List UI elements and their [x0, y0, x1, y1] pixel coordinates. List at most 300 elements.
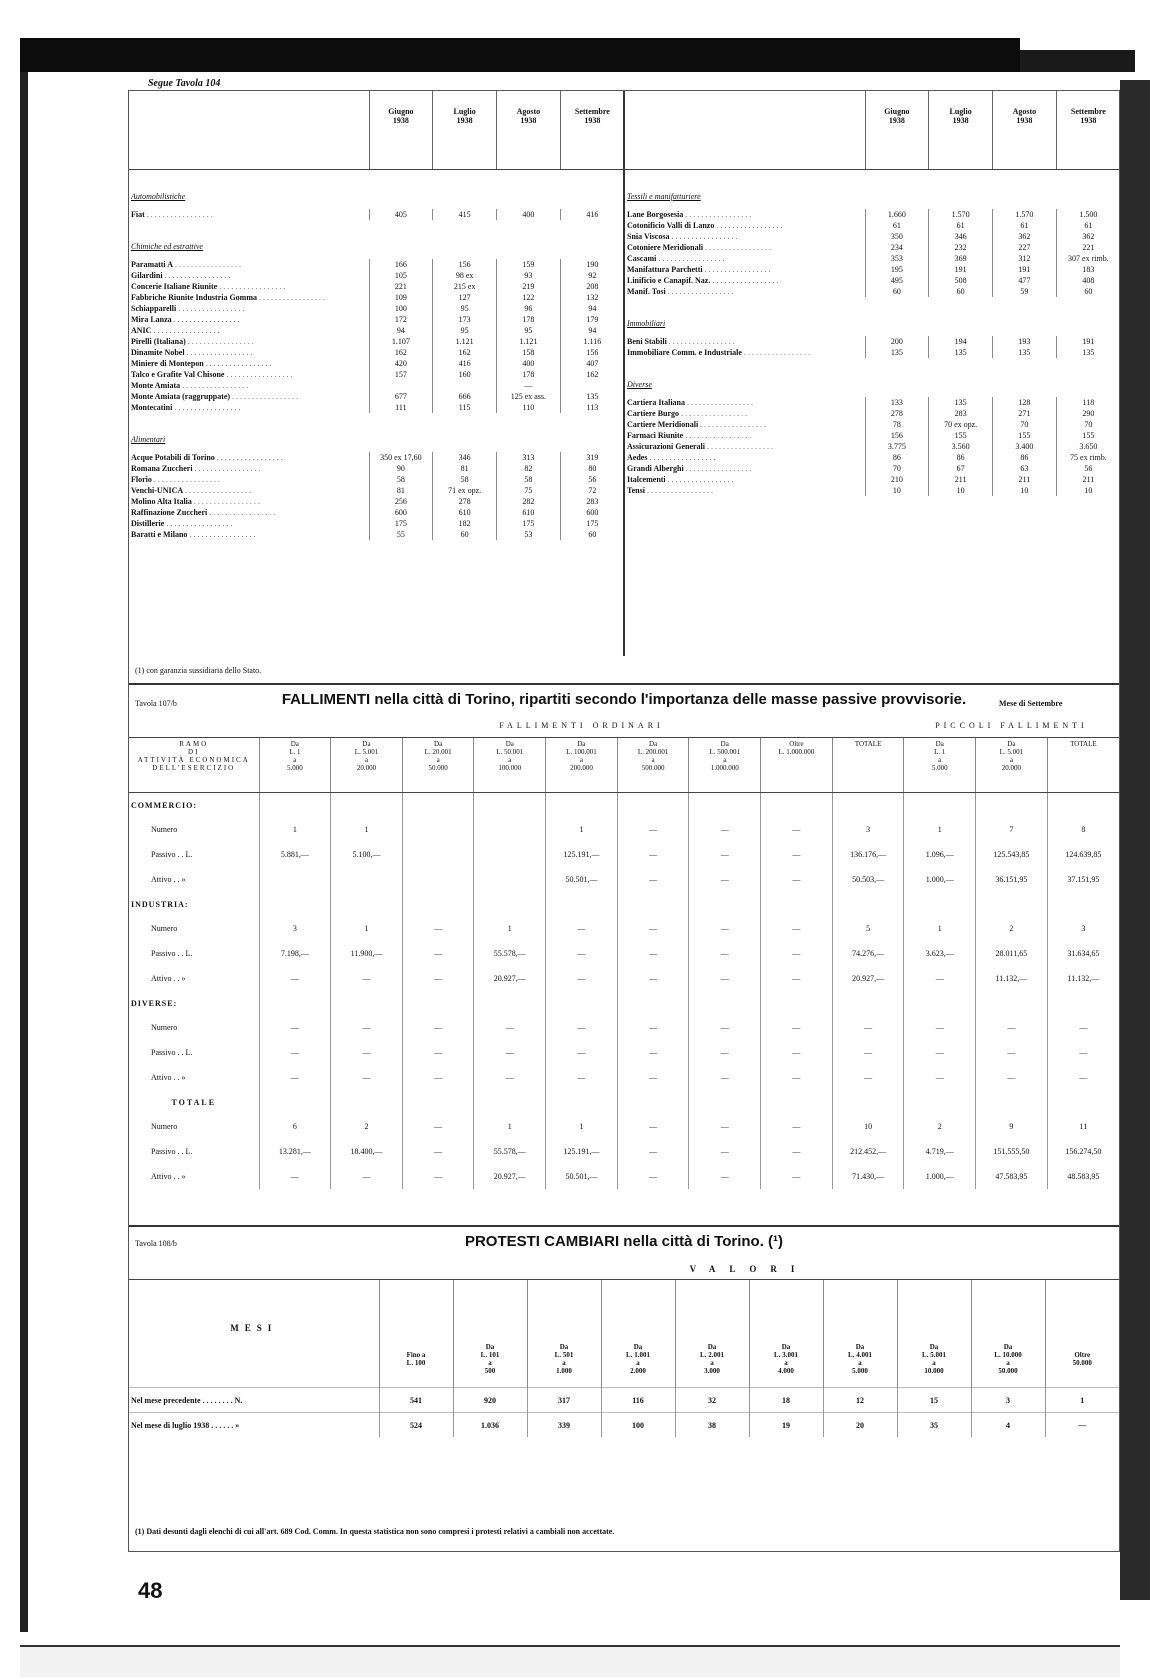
empty-cell [976, 793, 1048, 818]
value-cell: — [546, 941, 618, 966]
price-value: 221 [369, 281, 433, 292]
price-value: 408 [1056, 275, 1120, 286]
price-value: 133 [865, 397, 929, 408]
range-header [259, 738, 331, 793]
header-line: Fino a [406, 1351, 426, 1359]
price-value: 211 [1056, 474, 1120, 485]
header-line: 3.000 [704, 1367, 720, 1375]
value-cell: 3 [1047, 916, 1119, 941]
price-value: 86 [865, 452, 929, 463]
company-name: Fiat . . . [129, 209, 369, 220]
value-cell: — [689, 1139, 761, 1164]
value-cell: 2 [976, 916, 1048, 941]
price-value: — [497, 380, 561, 391]
empty-cell [259, 892, 331, 916]
row-label: Passivo . . L. [151, 1147, 193, 1156]
row-label: Numero [151, 1023, 178, 1032]
value-cell: — [617, 941, 689, 966]
stock-table-right-grid [625, 91, 1120, 496]
header-line: L. 1 [934, 748, 946, 756]
value-cell: 20.927,— [832, 966, 904, 991]
price-value: 221 [1056, 242, 1120, 253]
price-value: 508 [929, 275, 993, 286]
header-line: L. 1 [289, 748, 301, 756]
empty-cell [1047, 991, 1119, 1015]
header-line: L. 10.000 [994, 1351, 1022, 1359]
value-cell: — [402, 1164, 474, 1189]
value-cell: — [1047, 1015, 1119, 1040]
row-label: Passivo . . L. [151, 850, 193, 859]
value-cell: — [402, 1114, 474, 1139]
header-line: a [293, 756, 297, 764]
company-row [129, 259, 624, 270]
fallimenti-tavola: Tavola 107/b [135, 699, 177, 708]
header-line: 50.000 [428, 764, 448, 772]
empty-cell [617, 892, 689, 916]
value-cell: 1 [259, 817, 331, 842]
header-line: a [562, 1359, 566, 1367]
header-line: 5.000 [852, 1367, 868, 1375]
company-row [625, 419, 1120, 430]
data-row [129, 916, 1119, 941]
header-line: L. 100 [406, 1359, 426, 1367]
ramo-header [129, 738, 259, 793]
header-line: Da [1003, 1343, 1013, 1351]
empty-cell [689, 1090, 761, 1114]
group-title: Diverse [627, 380, 652, 389]
empty-cell [546, 1090, 618, 1114]
empty-cell [402, 793, 474, 818]
group-title: Automobilistiche [131, 192, 186, 201]
value-cell: 36.151,95 [976, 867, 1048, 892]
value-cell: 1 [474, 916, 546, 941]
price-value: 178 [497, 369, 561, 380]
header-line: Da [577, 740, 586, 748]
value-cell: 4 [971, 1413, 1045, 1438]
empty-cell [904, 991, 976, 1015]
range-header [546, 738, 618, 793]
price-value: 178 [497, 314, 561, 325]
header-line: Da [505, 740, 514, 748]
value-cell: — [761, 966, 833, 991]
price-value: 58 [433, 474, 497, 485]
data-row [129, 1065, 1119, 1090]
value-cell: 37.151,95 [1047, 867, 1119, 892]
data-row [129, 1388, 1119, 1413]
company-row [129, 270, 624, 281]
company-name: Gilardini . . . [129, 270, 369, 281]
price-value: 80 [560, 463, 624, 474]
empty-cell [474, 892, 546, 916]
section-row [129, 991, 1119, 1015]
header-line: 50.000 [998, 1367, 1018, 1375]
price-value: 677 [369, 391, 433, 402]
header-line: Da [855, 1343, 865, 1351]
price-value: 122 [497, 292, 561, 303]
empty-cell [832, 1090, 904, 1114]
company-name: Aedes . . . [625, 452, 865, 463]
header-line: TOTALE [1070, 740, 1097, 748]
header-line: a [1006, 1359, 1010, 1367]
range-header [749, 1280, 823, 1388]
company-name: Assicurazioni Generali . . . [625, 441, 865, 452]
price-value: 369 [929, 253, 993, 264]
price-value: 94 [369, 325, 433, 336]
header-line: Da [929, 1343, 939, 1351]
header-line: 1938 [456, 116, 473, 125]
header-line: Giugno [884, 107, 910, 116]
empty-cell [689, 991, 761, 1015]
row-label: Passivo . . L. [151, 1048, 193, 1057]
data-row [129, 1114, 1119, 1139]
empty-cell [331, 1090, 403, 1114]
price-value: 182 [433, 518, 497, 529]
price-value: 232 [929, 242, 993, 253]
price-value: 128 [993, 397, 1057, 408]
value-cell: — [402, 1040, 474, 1065]
price-value: 56 [1056, 463, 1120, 474]
value-cell: — [689, 966, 761, 991]
price-value: 183 [1056, 264, 1120, 275]
header-line: Da [434, 740, 443, 748]
header-line: L. 200.001 [637, 748, 669, 756]
range-header [689, 738, 761, 793]
scan-bottom-border [20, 1645, 1120, 1677]
price-value: 61 [929, 220, 993, 231]
company-name: Florio . . . [129, 474, 369, 485]
company-row [129, 369, 624, 380]
price-value: 90 [369, 463, 433, 474]
header-line: L. 2.001 [700, 1351, 724, 1359]
empty-cell [402, 991, 474, 1015]
empty-cell [546, 793, 618, 818]
stock-table-left-grid [129, 91, 624, 540]
value-cell: 125.191,— [546, 1139, 618, 1164]
price-value: 156 [560, 347, 624, 358]
company-row [129, 391, 624, 402]
price-value: 81 [433, 463, 497, 474]
price-value: 313 [497, 452, 561, 463]
column-header-row [625, 91, 1120, 170]
stock-table-right [625, 91, 1120, 661]
row-label: Numero [151, 924, 178, 933]
header-line: L. 501 [554, 1351, 574, 1359]
price-value: 60 [865, 286, 929, 297]
price-value: 346 [929, 231, 993, 242]
value-cell: 5.100,— [331, 842, 403, 867]
value-cell: — [617, 867, 689, 892]
range-header [474, 738, 546, 793]
header-line: Da [485, 1343, 495, 1351]
data-row [129, 1413, 1119, 1438]
header-line: Da [290, 740, 299, 748]
empty-cell [832, 793, 904, 818]
empty-cell [617, 1090, 689, 1114]
company-name: Snia Viscosa . . . [625, 231, 865, 242]
value-cell: 5.881,— [259, 842, 331, 867]
price-value: 179 [560, 314, 624, 325]
value-cell: — [402, 941, 474, 966]
data-row [129, 842, 1119, 867]
value-cell: 7.198,— [259, 941, 331, 966]
price-value: 1.570 [993, 209, 1057, 220]
price-value: 1.570 [929, 209, 993, 220]
group-ordinari: FALLIMENTI ORDINARI [259, 721, 904, 738]
header-line: 1938 [888, 116, 905, 125]
price-value: 600 [369, 507, 433, 518]
empty-cell [761, 793, 833, 818]
price-value: 135 [1056, 347, 1120, 358]
range-header [761, 738, 833, 793]
value-cell: — [546, 966, 618, 991]
empty-cell [402, 892, 474, 916]
value-cell: 55.578,— [474, 941, 546, 966]
value-cell: 124.639,85 [1047, 842, 1119, 867]
section-title: TOTALE [171, 1097, 217, 1107]
value-cell: 47.583,95 [976, 1164, 1048, 1189]
row-label: Nel mese di luglio 1938 . . . . . . » [129, 1413, 379, 1438]
price-value: 353 [865, 253, 929, 264]
company-name: Pirelli (Italiana) . . . [129, 336, 369, 347]
company-row [625, 242, 1120, 253]
price-value: 98 ex [433, 270, 497, 281]
company-row [625, 231, 1120, 242]
price-value: 60 [433, 529, 497, 540]
value-cell: 20.927,— [474, 966, 546, 991]
value-cell: — [761, 1015, 833, 1040]
header-line: L. 1.001 [626, 1351, 650, 1359]
range-header [1047, 738, 1119, 793]
value-cell: 100 [601, 1413, 675, 1438]
header-line: 5.000 [931, 764, 948, 772]
price-value: 666 [433, 391, 497, 402]
company-name: Paramatti A . . . [129, 259, 369, 270]
value-cell: — [617, 842, 689, 867]
price-value: 200 [865, 336, 929, 347]
price-value: 346 [433, 452, 497, 463]
price-value: 111 [369, 402, 433, 413]
empty-cell [474, 1090, 546, 1114]
header-line: Da [633, 1343, 643, 1351]
value-cell: — [761, 817, 833, 842]
header-line: Da [1007, 740, 1016, 748]
header-line: DELL'ESERCIZIO [152, 764, 236, 772]
value-cell: — [617, 1065, 689, 1090]
price-value: 10 [865, 485, 929, 496]
section-rule-1 [129, 683, 1119, 685]
group-title: Immobiliari [627, 319, 666, 328]
price-value: 610 [433, 507, 497, 518]
price-value: 3.400 [993, 441, 1057, 452]
value-cell: — [546, 1040, 618, 1065]
data-row [129, 1015, 1119, 1040]
value-cell: 116 [601, 1388, 675, 1413]
header-line: 2.000 [630, 1367, 646, 1375]
value-cell: — [546, 1015, 618, 1040]
spacer [129, 1259, 379, 1280]
price-value: 10 [1056, 485, 1120, 496]
month-header [433, 91, 497, 170]
range-header [331, 738, 403, 793]
range-header [675, 1280, 749, 1388]
price-value: 95 [497, 325, 561, 336]
company-name: Cotonificio Valli di Lanzo . . . [625, 220, 865, 231]
value-cell: — [976, 1065, 1048, 1090]
header-line: Oltre [1074, 1351, 1091, 1359]
section-title: INDUSTRIA: [131, 899, 189, 909]
price-value: 105 [369, 270, 433, 281]
value-cell: — [474, 1065, 546, 1090]
header-line: Settembre [574, 107, 610, 116]
company-name: Italcementi . . . [625, 474, 865, 485]
company-row [129, 325, 624, 336]
company-row [625, 209, 1120, 220]
value-cell [474, 867, 546, 892]
mesi-header: MESI [129, 1280, 379, 1388]
section-title: DIVERSE: [131, 998, 178, 1008]
value-cell: 136.176,— [832, 842, 904, 867]
price-value: 290 [1056, 408, 1120, 419]
row-label: Passivo . . L. [151, 949, 193, 958]
empty-cell [617, 991, 689, 1015]
month-header [369, 91, 433, 170]
price-value: 125 ex ass. [497, 391, 561, 402]
value-cell: 13.281,— [259, 1139, 331, 1164]
empty-cell [689, 892, 761, 916]
stock-prices-table [129, 91, 1119, 675]
price-value: 56 [560, 474, 624, 485]
price-value: 109 [369, 292, 433, 303]
value-cell: — [617, 1015, 689, 1040]
price-value: 86 [929, 452, 993, 463]
header-line: 1938 [1080, 116, 1097, 125]
header-line: a [364, 756, 369, 764]
value-cell [474, 842, 546, 867]
value-cell: — [331, 966, 403, 991]
company-name: Montecatini . . . [129, 402, 369, 413]
value-cell: — [474, 1015, 546, 1040]
column-header-row [129, 1280, 1119, 1388]
value-cell: 35 [897, 1413, 971, 1438]
section-row [129, 892, 1119, 916]
price-value: 219 [497, 281, 561, 292]
value-cell: 1 [546, 817, 618, 842]
month-header [865, 91, 929, 170]
price-value: 407 [560, 358, 624, 369]
price-value: 95 [433, 325, 497, 336]
value-cell: — [331, 1164, 403, 1189]
value-cell: — [689, 842, 761, 867]
value-cell: 1.000,— [904, 867, 976, 892]
value-cell: — [761, 1040, 833, 1065]
company-name: Cartiere Burgo . . . [625, 408, 865, 419]
value-cell: — [617, 817, 689, 842]
value-cell: 1.000,— [904, 1164, 976, 1189]
company-row [129, 314, 624, 325]
price-value: 135 [560, 391, 624, 402]
column-header-row [129, 91, 624, 170]
document-page [128, 90, 1120, 1552]
row-label: Attivo . . » [151, 1073, 186, 1082]
header-line: Luglio [453, 107, 476, 116]
value-cell: — [689, 1114, 761, 1139]
price-value: 3.650 [1056, 441, 1120, 452]
value-cell: — [689, 941, 761, 966]
stock-footnote: (1) con garanzia sussidiaria dello Stato. [135, 666, 262, 675]
value-cell: 31.634,65 [1047, 941, 1119, 966]
company-row [129, 496, 624, 507]
company-row [129, 518, 624, 529]
value-cell: — [259, 966, 331, 991]
value-cell: — [832, 1015, 904, 1040]
header-line: 50.000 [1072, 1359, 1092, 1367]
price-value: 61 [1056, 220, 1120, 231]
value-cell: — [331, 1015, 403, 1040]
price-value: 193 [993, 336, 1057, 347]
value-cell: — [546, 1065, 618, 1090]
empty-cell [1047, 892, 1119, 916]
fallimenti-table [129, 721, 1119, 1189]
price-value: 53 [497, 529, 561, 540]
empty-cell [474, 793, 546, 818]
value-cell: — [904, 1065, 976, 1090]
value-cell: — [617, 916, 689, 941]
header-line: RAMO [179, 740, 209, 748]
scan-top-border [20, 38, 1020, 72]
header-line: 1938 [952, 116, 969, 125]
value-cell: 28.011,65 [976, 941, 1048, 966]
price-value: 92 [560, 270, 624, 281]
header-line: 500.000 [641, 764, 665, 772]
company-row [129, 281, 624, 292]
price-value: 256 [369, 496, 433, 507]
price-value: 282 [497, 496, 561, 507]
company-row [129, 452, 624, 463]
price-value: 96 [497, 303, 561, 314]
company-row [625, 347, 1120, 358]
price-value: 70 [865, 463, 929, 474]
value-cell: 50.503,— [832, 867, 904, 892]
price-value: 215 ex [433, 281, 497, 292]
segue-tavola-label: Segue Tavola 104 [148, 78, 221, 89]
price-value: 1.116 [560, 336, 624, 347]
company-name: Cartiere Meridionali . . . [625, 419, 865, 430]
value-cell: 71.430,— [832, 1164, 904, 1189]
price-value: 175 [497, 518, 561, 529]
price-value: 416 [433, 358, 497, 369]
value-cell: — [1047, 1040, 1119, 1065]
empty-cell [904, 1090, 976, 1114]
price-value: 159 [497, 259, 561, 270]
header-line: 1938 [1016, 116, 1033, 125]
company-name: Romana Zuccheri . . . [129, 463, 369, 474]
data-row [129, 966, 1119, 991]
valori-header: VALORI [689, 1264, 809, 1274]
empty-cell [259, 793, 331, 818]
empty-cell [904, 892, 976, 916]
price-value: 173 [433, 314, 497, 325]
value-cell: — [761, 1164, 833, 1189]
empty-cell [331, 793, 403, 818]
price-value: 307 ex rimb. [1056, 253, 1120, 264]
price-value: 1.121 [497, 336, 561, 347]
header-line: a [488, 1359, 492, 1367]
company-row [625, 253, 1120, 264]
price-value: 94 [560, 325, 624, 336]
month-header [929, 91, 993, 170]
value-cell: — [761, 1065, 833, 1090]
price-value: 191 [1056, 336, 1120, 347]
